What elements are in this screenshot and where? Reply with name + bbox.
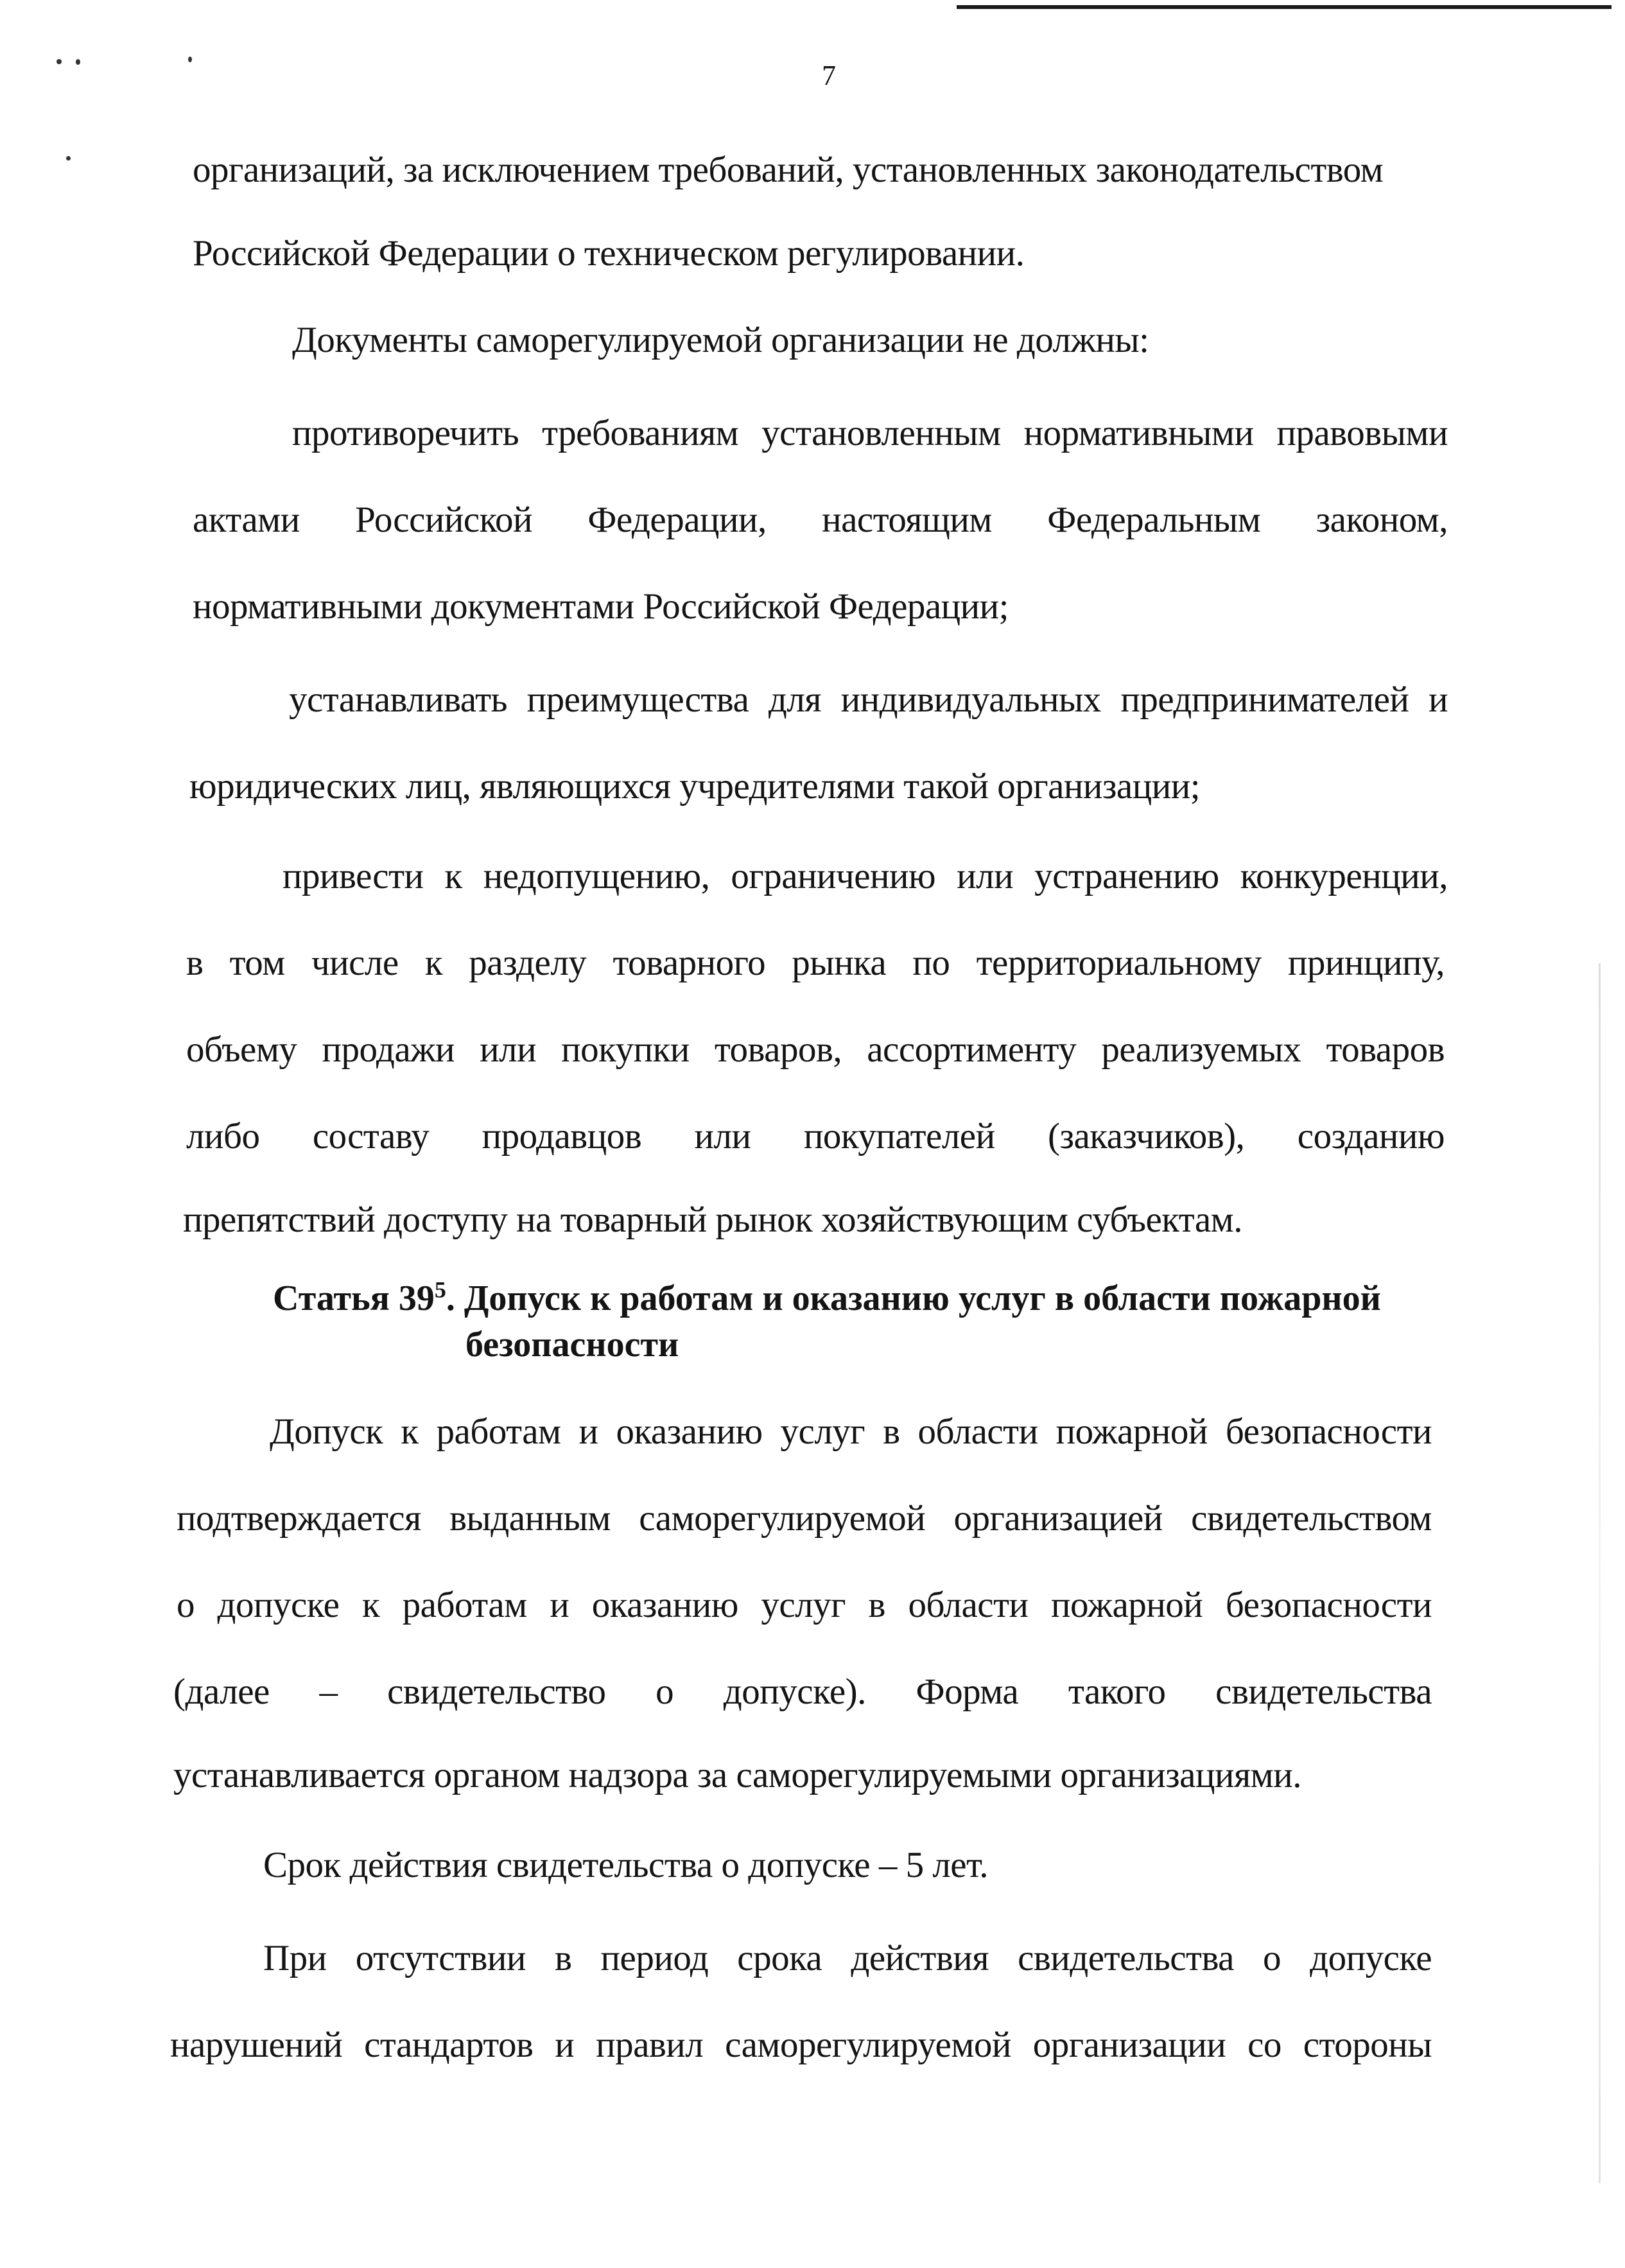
text-line: препятствий доступу на товарный рынок хозяйствующим субъектам.: [183, 1199, 1242, 1240]
article-heading-text: . Допуск к работам и оказанию услуг в области пожарной: [446, 1278, 1381, 1318]
scan-speck: [76, 59, 80, 65]
article-heading: [273, 1278, 1448, 1319]
text-line: Срок действия свидетельства о допуске – 5 лет.: [263, 1845, 988, 1885]
text-line: Документы саморегулируемой организации не должны:: [292, 320, 1149, 360]
text-line: Допуск к работам и оказанию услуг в области пожарной безопасности: [270, 1411, 1432, 1452]
scan-speck: [66, 156, 71, 161]
scan-speck: [188, 57, 192, 62]
text-line: устанавливается органом надзора за саморегулируемыми организациями.: [173, 1755, 1301, 1795]
text-line: Российской Федерации о техническом регулировании.: [193, 233, 1025, 274]
text-line: о допуске к работам и оказанию услуг в области пожарной безопасности: [177, 1585, 1432, 1625]
page-number: 7: [822, 60, 836, 91]
scan-right-edge: [1599, 963, 1601, 2183]
text-line: либо составу продавцов или покупателей (заказчиков), созданию: [186, 1116, 1445, 1156]
text-line: (далее – свидетельство о допуске). Форма такого свидетельства: [173, 1671, 1432, 1712]
text-line: в том числе к разделу товарного рынка по территориальному принципу,: [186, 943, 1445, 983]
article-heading-line2: безопасности: [465, 1325, 679, 1365]
text-line: подтверждается выданным саморегулируемой организацией свидетельством: [177, 1498, 1432, 1539]
scan-top-rule: [957, 5, 1612, 9]
text-line: нормативными документами Российской Федерации;: [193, 586, 1009, 627]
scan-speck: [56, 59, 62, 64]
text-line: юридических лиц, являющихся учредителями такой организации;: [189, 766, 1201, 807]
text-line: организаций, за исключением требований, установленных законодательством: [193, 150, 1384, 190]
article-heading-superscript: 5: [434, 1277, 446, 1303]
text-line: актами Российской Федерации, настоящим Федеральным законом,: [193, 500, 1448, 540]
text-line: устанавливать преимущества для индивидуальных предпринимателей и: [289, 679, 1448, 720]
text-line: нарушений стандартов и правил саморегулируемой организации со стороны: [170, 2025, 1432, 2065]
text-line: привести к недопущению, ограничению или устранению конкуренции,: [282, 856, 1448, 896]
text-line: объему продажи или покупки товаров, ассортименту реализуемых товаров: [186, 1029, 1445, 1070]
text-line: При отсутствии в период срока действия свидетельства о допуске: [263, 1938, 1432, 1978]
article-heading-prefix: Статья 39: [273, 1278, 435, 1318]
text-line: противоречить требованиям установленным нормативными правовыми: [292, 413, 1448, 453]
